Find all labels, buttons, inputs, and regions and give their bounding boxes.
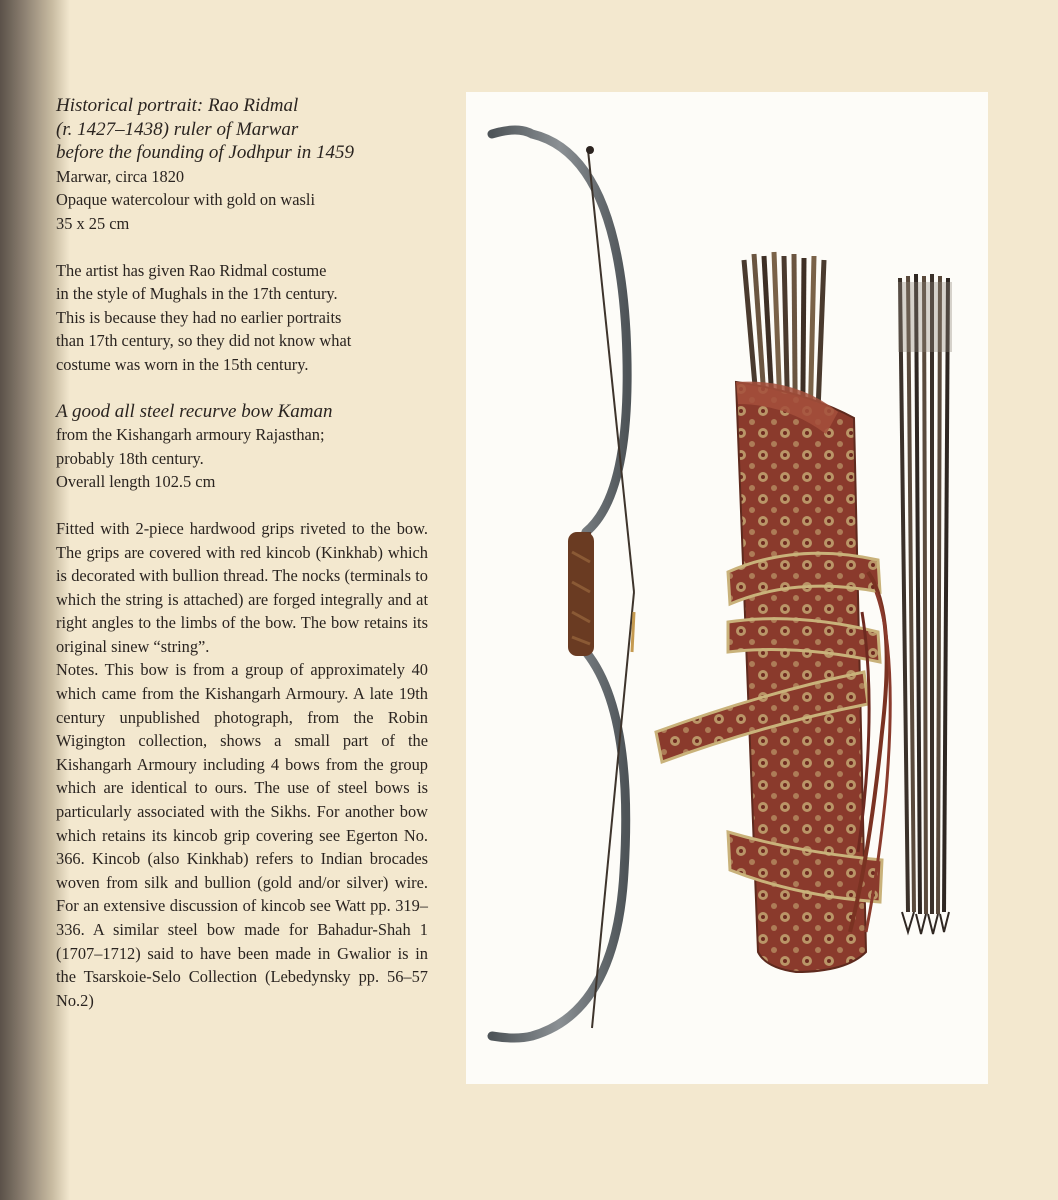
bow-detail: Overall length 102.5 cm: [56, 472, 216, 492]
bow-description: Fitted with 2-piece hardwood grips riveted to the bow. The grips are covered with red kincob (Kinkhab) which is decorated with bullion thread. The nocks (terminals to which the string is attached) are forged integrally and at right angles to the limbs of the bow. The bow retains its original sinew “string”.: [56, 518, 428, 656]
bow-detail: probably 18th century.: [56, 448, 204, 468]
photo-plate: [466, 92, 988, 1084]
bow-notes: Notes. This bow is from a group of approximately 40 which came from the Kishangarh Armoury. A late 19th century unpublished photograph, from the Robin Wigington collection, shows a small part of the Kishangarh Armoury including 4 bows from the group which are identical to ours. The use of steel bows is particularly associated with the Sikhs. For another bow which retains its kincob grip covering see Egerton No. 366. Kincob (also Kinkhab) refers to Indian brocades woven from silk and bullion (gold and/or silver) wire. For an extensive discussion of kincob see Watt pp. 319–336. A similar steel bow made for Bahadur-Shah 1 (1707–1712) said to have been made in Gwalior is in the Tsarskoie-Selo Collection (Lebedynsky pp. 56–57 No.2): [56, 660, 428, 1010]
portrait-note: [56, 259, 428, 377]
note-line: This is because they had no earlier portraits: [56, 307, 342, 327]
caption-detail: Marwar, circa 1820: [56, 166, 185, 186]
text-column: [56, 94, 428, 1012]
caption-title-line: before the founding of Jodhpur in 1459: [56, 142, 354, 164]
note-line: The artist has given Rao Ridmal costume: [56, 260, 327, 280]
note-line: than 17th century, so they did not know what: [56, 331, 352, 351]
caption-detail: 35 x 25 cm: [56, 213, 130, 233]
steel-bow: [492, 130, 634, 1038]
painting-caption: [56, 94, 428, 236]
bow-detail: from the Kishangarh armoury Rajasthan;: [56, 425, 325, 445]
caption-detail: Opaque watercolour with gold on wasli: [56, 190, 316, 210]
caption-title-line: (r. 1427–1438) ruler of Marwar: [56, 118, 299, 140]
arrow-bundle: [898, 274, 952, 934]
brocade-quiver: [656, 382, 890, 972]
note-line: costume was worn in the 15th century.: [56, 354, 309, 374]
bow-quiver-arrows-photo: [466, 92, 988, 1084]
caption-title-line: Historical portrait: Rao Ridmal: [56, 95, 299, 116]
note-line: in the style of Mughals in the 17th century.: [56, 284, 338, 304]
bow-caption: [56, 400, 428, 494]
bow-title: A good all steel recurve bow Kaman: [56, 400, 333, 422]
